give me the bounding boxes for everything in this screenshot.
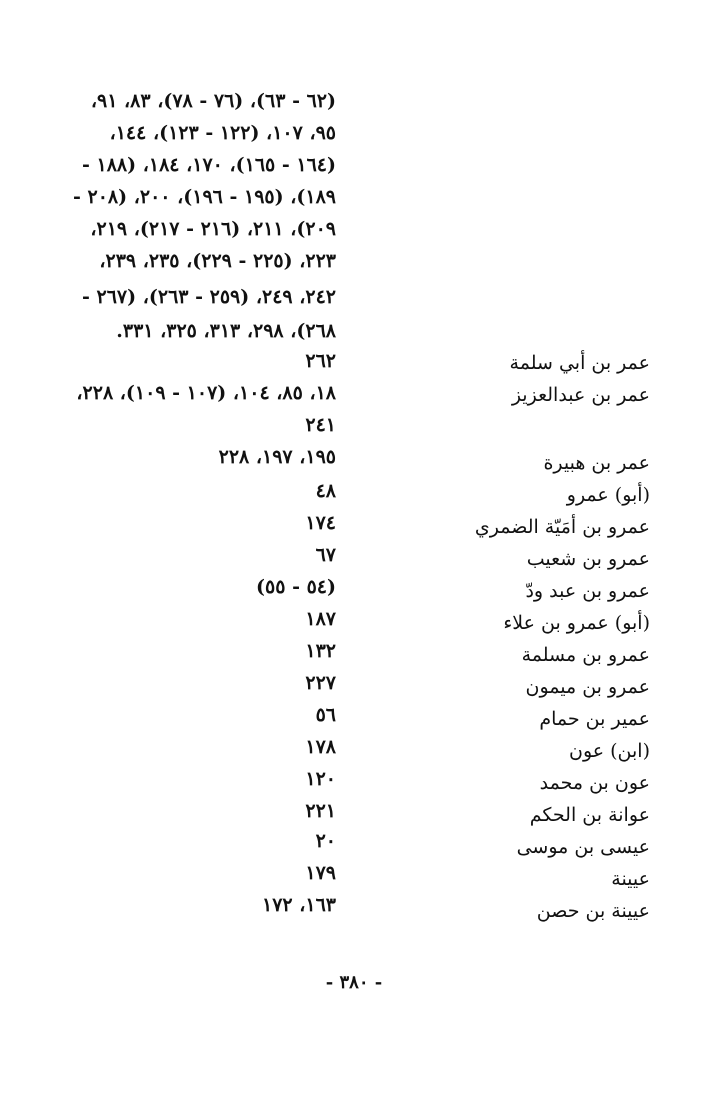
continuation-line: ٩٥، ١٠٧، (١٢٢ - ١٢٣)، ١٤٤، xyxy=(109,122,336,144)
continuation-line: ٢٠٩)، ٢١١، (٢١٦ - ٢١٧)، ٢١٩، xyxy=(90,218,336,240)
index-entry-pages: ٢٠ xyxy=(315,830,336,852)
index-entry-name: عمرو بن أمَيّة الضمري xyxy=(474,516,650,538)
index-entry-pages: ٦٧ xyxy=(315,544,336,566)
index-entry-pages: ٥٦ xyxy=(315,704,336,726)
index-entry-name: عمرو بن شعيب xyxy=(526,548,650,570)
index-entry-name: عمير بن حمام xyxy=(539,708,650,730)
index-entry-name: (أبو) عمرو بن علاء xyxy=(503,612,650,634)
index-entry-name: عوانة بن الحكم xyxy=(529,804,650,826)
continuation-line: ٢٦٨)، ٢٩٨، ٣١٣، ٣٢٥، ٣٣١. xyxy=(116,320,336,342)
index-entry-name: عمر بن أبي سلمة xyxy=(509,352,650,374)
index-entry-pages: ١٦٣، ١٧٢ xyxy=(262,894,336,916)
index-entry-pages: ١٢٠ xyxy=(305,768,336,790)
index-entry-name: عمر بن هبيرة xyxy=(543,452,650,474)
continuation-line: (١٦٤ - ١٦٥)، ١٧٠، ١٨٤، (١٨٨ - xyxy=(81,154,336,176)
index-entry-name: عيينة بن حصن xyxy=(536,900,650,922)
index-entry-pages: ٢٤١ xyxy=(305,414,336,436)
index-entry-pages: ١٧٨ xyxy=(305,736,336,758)
index-entry-name: عمرو بن مسلمة xyxy=(521,644,650,666)
index-entry-name: (أبو) عمرو xyxy=(566,484,650,506)
index-entry-pages: ١٩٥، ١٩٧، ٢٢٨ xyxy=(218,446,336,468)
index-entry-pages: (٥٤ - ٥٥) xyxy=(256,576,336,598)
page-number: - ٣٨٠ - xyxy=(325,972,383,993)
index-entry-pages: ٢٢١ xyxy=(305,800,336,822)
index-entry-pages: ٢٦٢ xyxy=(305,350,336,372)
index-entry-pages: ١٣٢ xyxy=(305,640,336,662)
index-entry-name: عمرو بن ميمون xyxy=(525,676,650,698)
index-entry-name: عمر بن عبدالعزيز xyxy=(511,384,650,406)
continuation-line: ٢٤٢، ٢٤٩، (٢٥٩ - ٢٦٣)، (٢٦٧ - xyxy=(82,286,336,308)
index-entry-pages: ١٧٩ xyxy=(305,862,336,884)
index-entry-pages: ١٨٧ xyxy=(305,608,336,630)
continuation-line: ١٨٩)، (١٩٥ - ١٩٦)، ٢٠٠، (٢٠٨ - xyxy=(73,186,336,208)
index-entry-name: عيسى بن موسى xyxy=(516,836,650,858)
index-entry-name: (ابن) عون xyxy=(568,740,650,762)
index-entry-pages: ١٧٤ xyxy=(305,512,336,534)
continuation-line: (٦٢ - ٦٣)، (٧٦ - ٧٨)، ٨٣، ٩١، xyxy=(90,90,336,112)
index-entry-name: عمرو بن عبد ودّ xyxy=(525,580,650,602)
index-entry-pages: ٢٢٧ xyxy=(305,672,336,694)
index-entry-name: عيينة xyxy=(611,868,650,890)
index-entry-pages: ٤٨ xyxy=(315,480,336,502)
index-entry-name: عون بن محمد xyxy=(539,772,650,794)
index-entry-pages: ١٨، ٨٥، ١٠٤، (١٠٧ - ١٠٩)، ٢٢٨، xyxy=(76,382,336,404)
continuation-line: ٢٢٣، (٢٢٥ - ٢٢٩)، ٢٣٥، ٢٣٩، xyxy=(99,250,336,272)
